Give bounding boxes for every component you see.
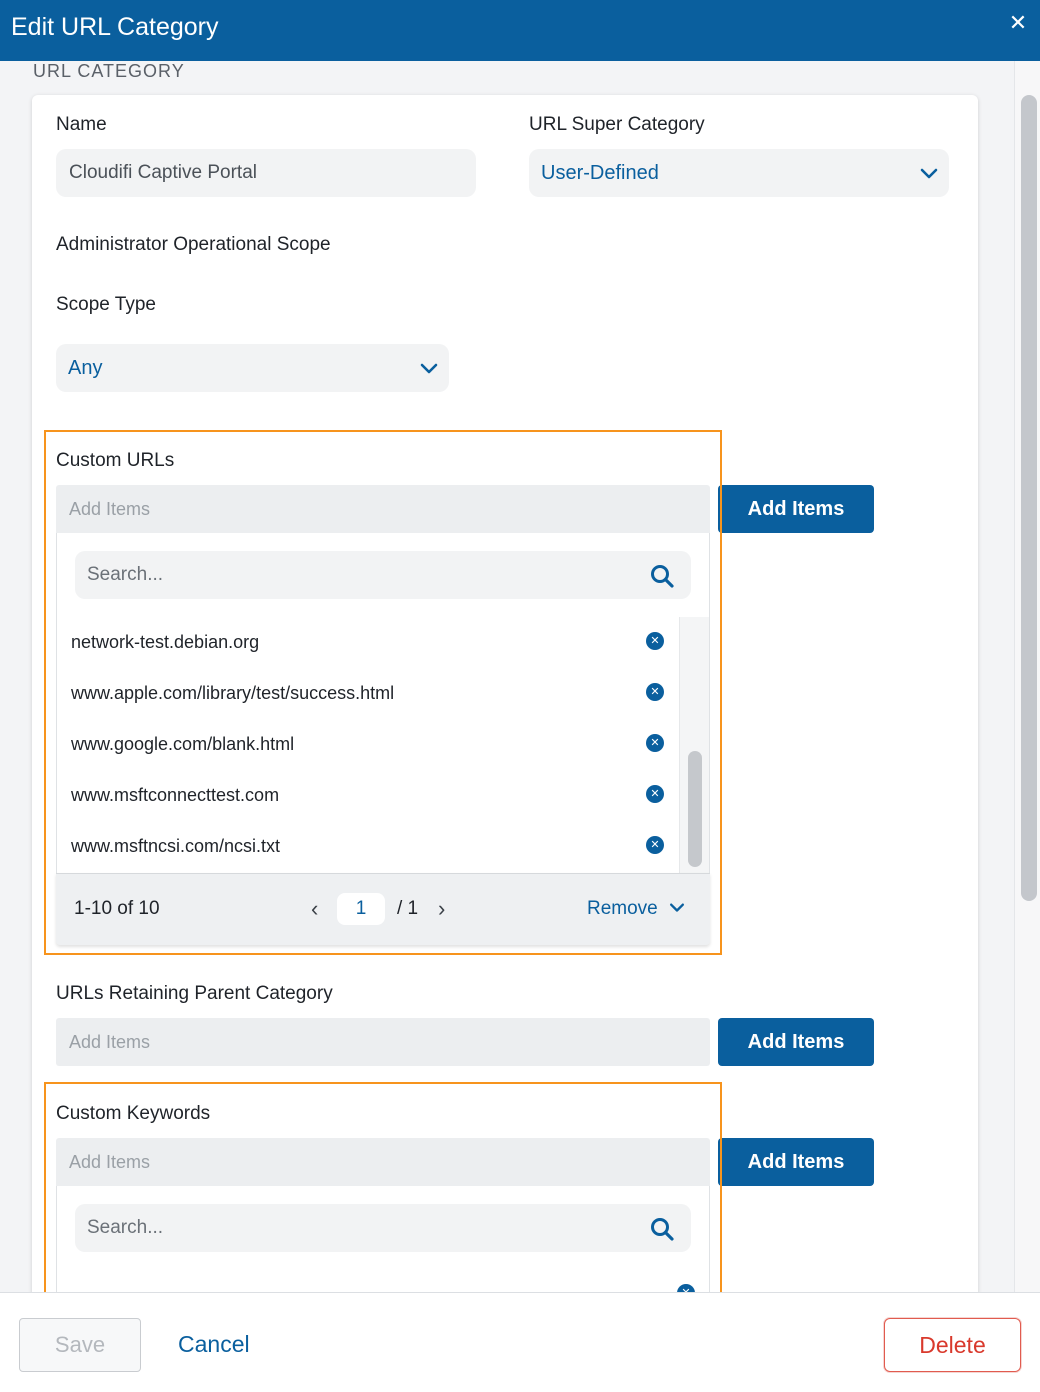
- remove-item-icon[interactable]: ✕: [646, 734, 664, 752]
- section-caption: URL CATEGORY: [33, 61, 185, 81]
- remove-label: Remove: [587, 898, 658, 919]
- custom-keywords-label: Custom Keywords: [56, 1103, 211, 1124]
- super-category-label: URL Super Category: [529, 114, 705, 135]
- list-item: www.apple.com/library/test/success.html: [71, 683, 395, 703]
- remove-item-icon[interactable]: ✕: [646, 785, 664, 803]
- custom-keywords-add-input[interactable]: Add Items: [56, 1138, 710, 1186]
- scope-heading: Administrator Operational Scope: [56, 234, 331, 255]
- scope-type-select[interactable]: [56, 344, 449, 392]
- remove-dropdown-button[interactable]: [587, 898, 658, 920]
- dialog-title: Edit URL Category: [11, 13, 219, 41]
- remove-item-icon[interactable]: ✕: [646, 632, 664, 650]
- pager-prev-icon[interactable]: ‹: [311, 896, 319, 921]
- pager-range: 1-10 of 10: [74, 898, 160, 919]
- chevron-down-icon: [667, 898, 687, 918]
- pager-total: / 1: [397, 898, 419, 919]
- dialog-body: [0, 61, 1040, 1292]
- chevron-down-icon: [417, 356, 441, 380]
- custom-urls-scroll-thumb[interactable]: [688, 751, 702, 867]
- remove-item-icon[interactable]: ✕: [646, 836, 664, 854]
- scope-type-value: Any: [68, 357, 103, 379]
- retaining-urls-add-button[interactable]: Add Items: [718, 1018, 874, 1066]
- custom-urls-dropdown: [56, 533, 710, 873]
- close-icon[interactable]: ✕: [1008, 10, 1028, 35]
- pager-page-input[interactable]: 1: [337, 893, 385, 925]
- custom-urls-scrollbar[interactable]: [679, 617, 709, 873]
- search-icon[interactable]: [649, 563, 675, 589]
- chevron-down-icon: [917, 161, 941, 185]
- list-item: www.google.com/blank.html: [71, 734, 295, 754]
- custom-urls-search-placeholder: Search...: [87, 564, 164, 585]
- save-button[interactable]: Save: [19, 1318, 141, 1372]
- custom-urls-add-button[interactable]: Add Items: [718, 485, 874, 533]
- search-icon[interactable]: [649, 1216, 675, 1242]
- name-input[interactable]: Cloudifi Captive Portal: [56, 149, 476, 197]
- super-category-value: User-Defined: [541, 162, 659, 184]
- custom-keywords-dropdown: [56, 1186, 710, 1306]
- list-item: www.msftconnecttest.com: [71, 785, 280, 805]
- cancel-button[interactable]: Cancel: [178, 1331, 250, 1357]
- retaining-urls-add-input[interactable]: Add Items: [56, 1018, 710, 1066]
- custom-urls-search[interactable]: [75, 551, 691, 599]
- delete-button[interactable]: Delete: [884, 1318, 1021, 1372]
- custom-keywords-search-placeholder: Search...: [87, 1217, 164, 1238]
- super-category-select[interactable]: [529, 149, 949, 197]
- pager-next-icon[interactable]: ›: [438, 896, 446, 921]
- dialog-footer: [0, 1292, 1040, 1392]
- list-item: www.msftncsi.com/ncsi.txt: [71, 836, 281, 856]
- remove-item-icon[interactable]: ✕: [646, 683, 664, 701]
- custom-urls-label: Custom URLs: [56, 450, 175, 471]
- name-label: Name: [56, 114, 107, 135]
- retaining-urls-label: URLs Retaining Parent Category: [56, 983, 333, 1004]
- custom-keywords-search[interactable]: [75, 1204, 691, 1252]
- dialog-header: [0, 0, 1040, 61]
- custom-keywords-add-button[interactable]: Add Items: [718, 1138, 874, 1186]
- page-scroll-thumb[interactable]: [1021, 95, 1037, 901]
- custom-urls-add-input[interactable]: Add Items: [56, 485, 710, 533]
- scope-type-label: Scope Type: [56, 294, 157, 315]
- list-item: network-test.debian.org: [71, 632, 260, 652]
- custom-urls-pager: [56, 873, 710, 945]
- url-category-card: [32, 95, 978, 1315]
